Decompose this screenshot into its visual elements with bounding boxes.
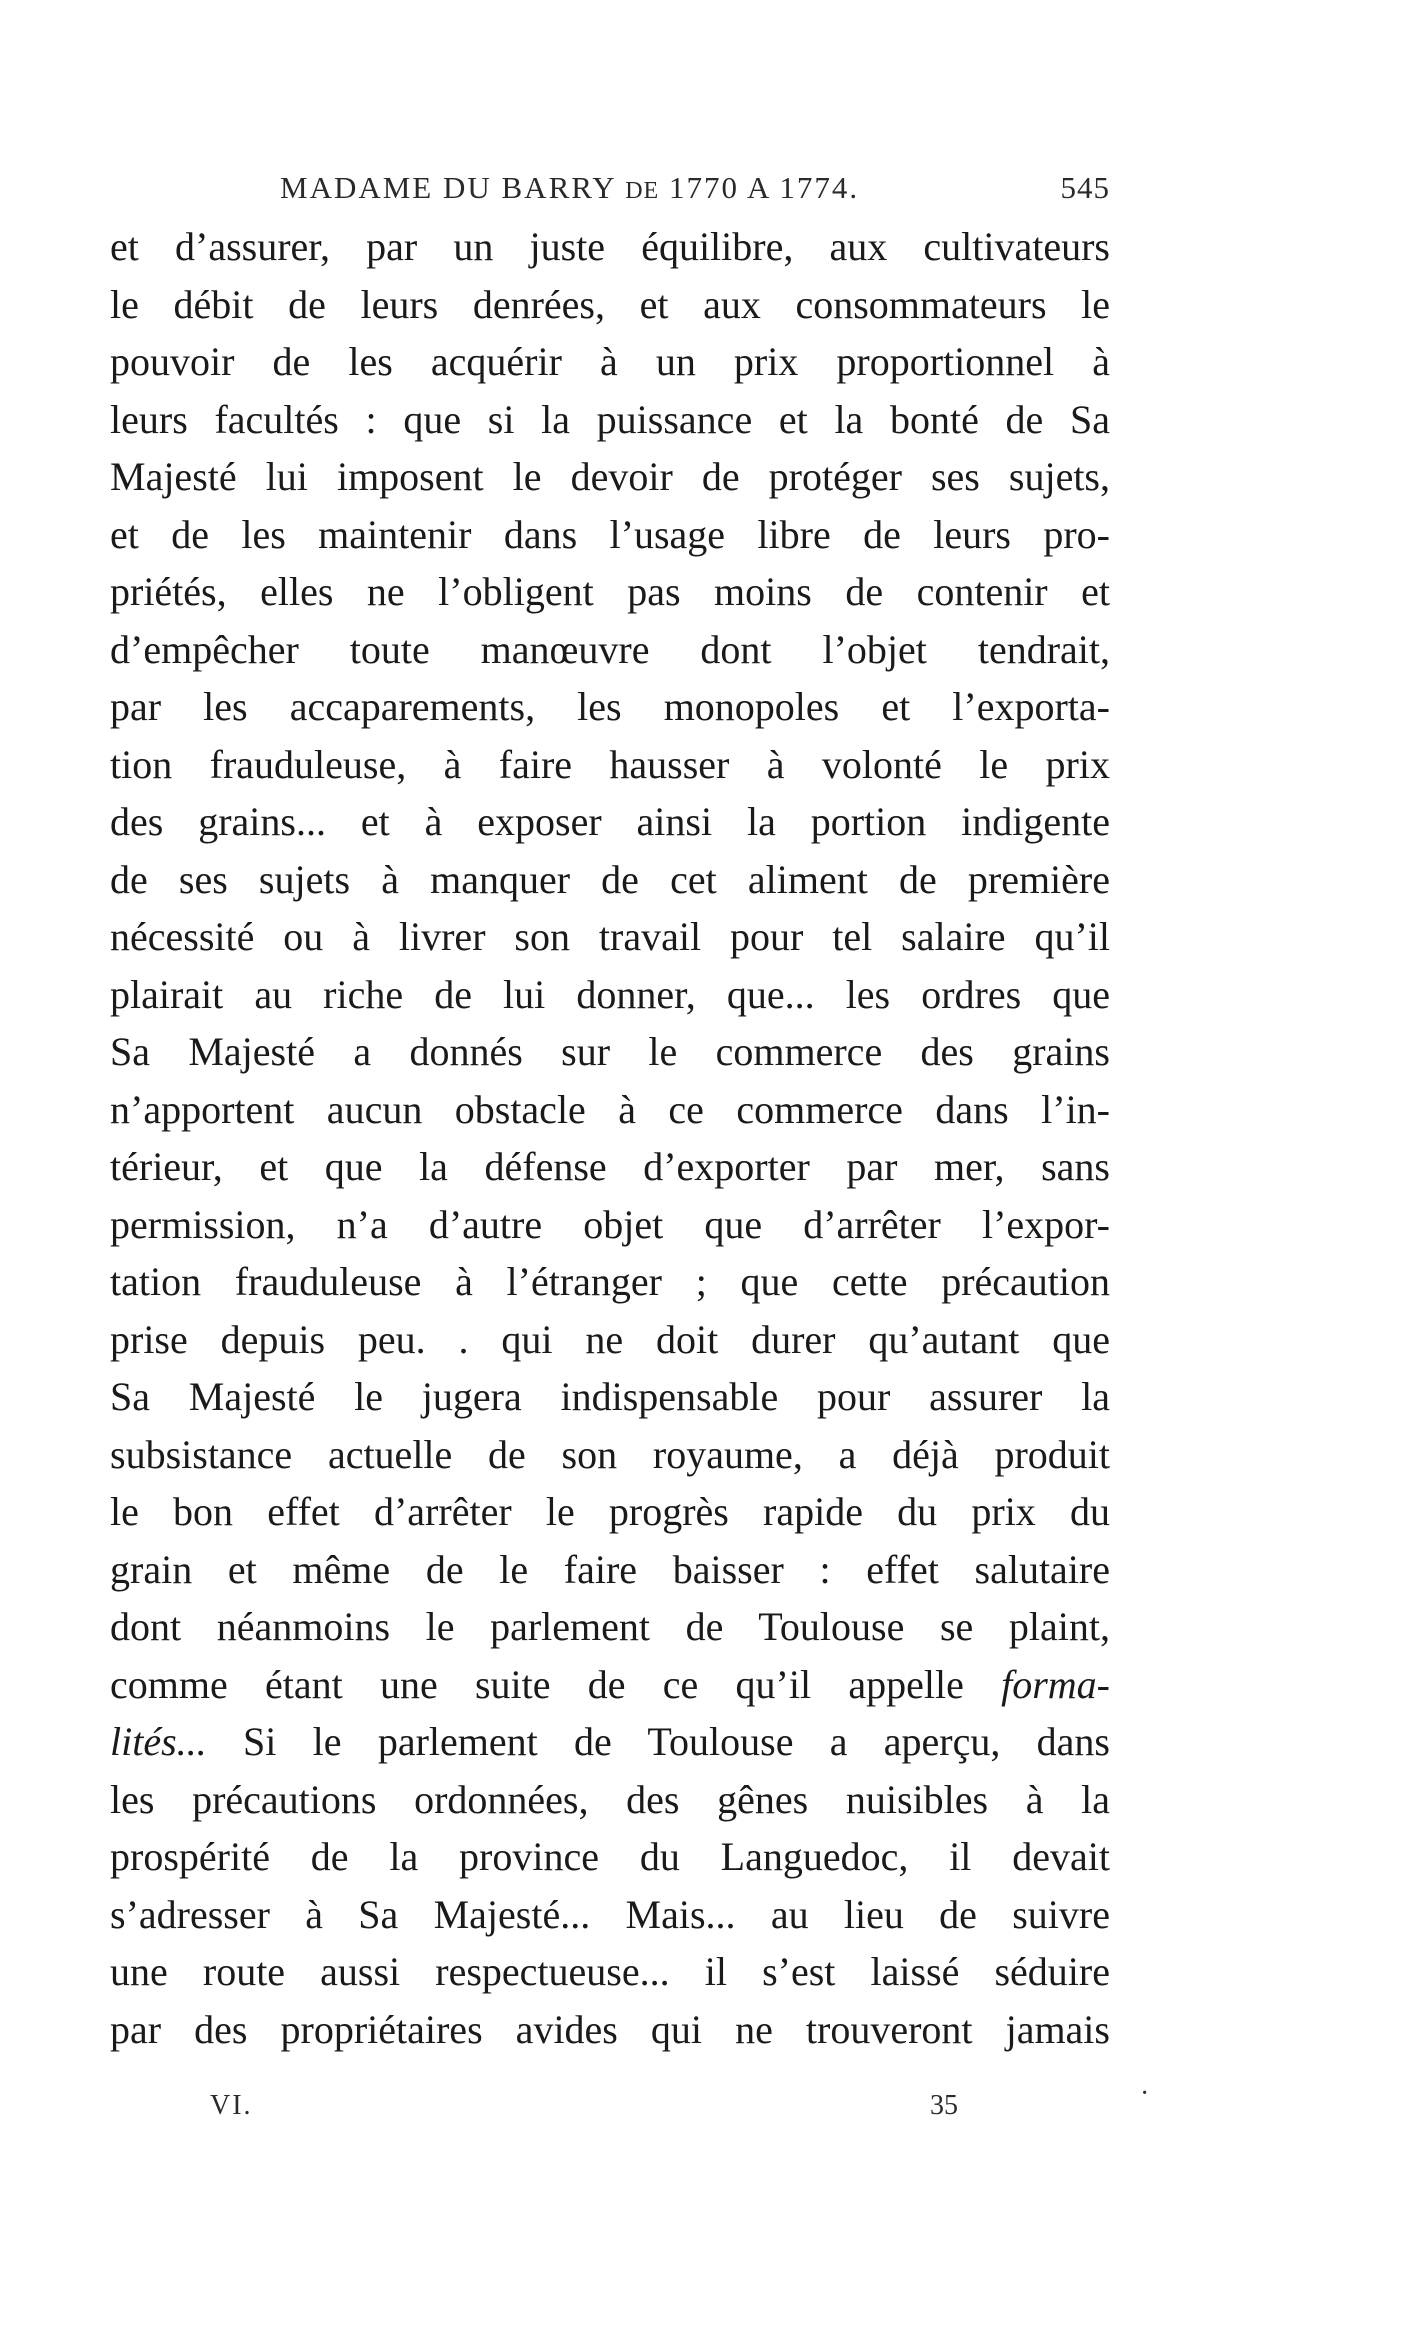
text-segment: Si le parlement de Toulouse a aperçu, dans bbox=[242, 1719, 1110, 1764]
page-footer bbox=[110, 2090, 1110, 2130]
text-line: les précautions ordonnées, des gênes nuisibles à la bbox=[110, 1776, 1110, 1822]
text-line: prise depuis peu. . qui ne doit durer qu’autant que bbox=[110, 1316, 1110, 1362]
text-line: prospérité de la province du Languedoc, il devait bbox=[110, 1834, 1110, 1879]
signature-mark: 35 bbox=[930, 2090, 958, 2121]
running-title-main: MADAME DU BARRY bbox=[280, 170, 616, 205]
text-line-with-italic bbox=[110, 1656, 1110, 1714]
volume-number: VI. bbox=[210, 2090, 253, 2121]
text-line: le débit de leurs denrées, et aux consommateurs le bbox=[110, 281, 1110, 327]
body-text bbox=[110, 218, 1110, 2058]
text-line: térieur, et que la défense d’exporter par mer, sans bbox=[110, 1144, 1110, 1189]
text-line: par des propriétaires avides qui ne trouveront jamais bbox=[110, 2006, 1110, 2052]
text-segment: comme étant une suite de ce qu’il appelle bbox=[110, 1661, 964, 1707]
italic-term: forma- bbox=[1001, 1661, 1110, 1707]
running-title bbox=[280, 170, 859, 206]
text-line: le bon effet d’arrêter le progrès rapide du prix du bbox=[110, 1489, 1110, 1534]
margin-mark: · bbox=[1140, 2078, 1150, 2109]
text-line: par les accaparements, les monopoles et l’exporta- bbox=[110, 684, 1110, 729]
text-line: subsistance actuelle de son royaume, a déjà produit bbox=[110, 1431, 1110, 1477]
text-line: priétés, elles ne l’obligent pas moins de contenir et bbox=[110, 569, 1110, 614]
text-line: grain et même de le faire baisser : effet salutaire bbox=[110, 1546, 1110, 1592]
text-line: tation frauduleuse à l’étranger ; que cette précaution bbox=[110, 1259, 1110, 1304]
text-line: leurs facultés : que si la puissance et la bonté de Sa bbox=[110, 396, 1110, 442]
text-line: Majesté lui imposent le devoir de protéger ses sujets, bbox=[110, 454, 1110, 499]
running-title-dates: 1770 A 1774. bbox=[668, 170, 860, 205]
text-line: Sa Majesté le jugera indispensable pour assurer la bbox=[110, 1374, 1110, 1419]
text-line: nécessité ou à livrer son travail pour tel salaire qu’il bbox=[110, 914, 1110, 959]
text-line: pouvoir de les acquérir à un prix proportionnel à bbox=[110, 339, 1110, 384]
text-line: une route aussi respectueuse... il s’est laissé séduire bbox=[110, 1949, 1110, 1994]
text-line: s’adresser à Sa Majesté... Mais... au lieu de suivre bbox=[110, 1891, 1110, 1937]
text-line: et d’assurer, par un juste équilibre, aux cultivateurs bbox=[110, 224, 1110, 269]
text-line: des grains... et à exposer ainsi la portion indigente bbox=[110, 799, 1110, 844]
italic-term: lités... bbox=[110, 1719, 207, 1764]
text-line: tion frauduleuse, à faire hausser à volonté le prix bbox=[110, 741, 1110, 787]
text-line: permission, n’a d’autre objet que d’arrêter l’expor- bbox=[110, 1201, 1110, 1247]
text-line: plairait au riche de lui donner, que... les ordres que bbox=[110, 971, 1110, 1017]
text-line: de ses sujets à manquer de cet aliment de première bbox=[110, 856, 1110, 902]
text-line: et de les maintenir dans l’usage libre de leurs pro- bbox=[110, 511, 1110, 557]
running-head bbox=[110, 170, 1110, 216]
text-line: d’empêcher toute manœuvre dont l’objet tendrait, bbox=[110, 626, 1110, 672]
text-line: Sa Majesté a donnés sur le commerce des grains bbox=[110, 1029, 1110, 1074]
text-line: n’apportent aucun obstacle à ce commerce dans l’in- bbox=[110, 1086, 1110, 1132]
running-title-de: DE bbox=[625, 178, 660, 204]
text-line: dont néanmoins le parlement de Toulouse se plaint, bbox=[110, 1604, 1110, 1649]
page-number: 545 bbox=[1060, 170, 1110, 205]
text-line-with-italic bbox=[110, 1713, 1110, 1771]
